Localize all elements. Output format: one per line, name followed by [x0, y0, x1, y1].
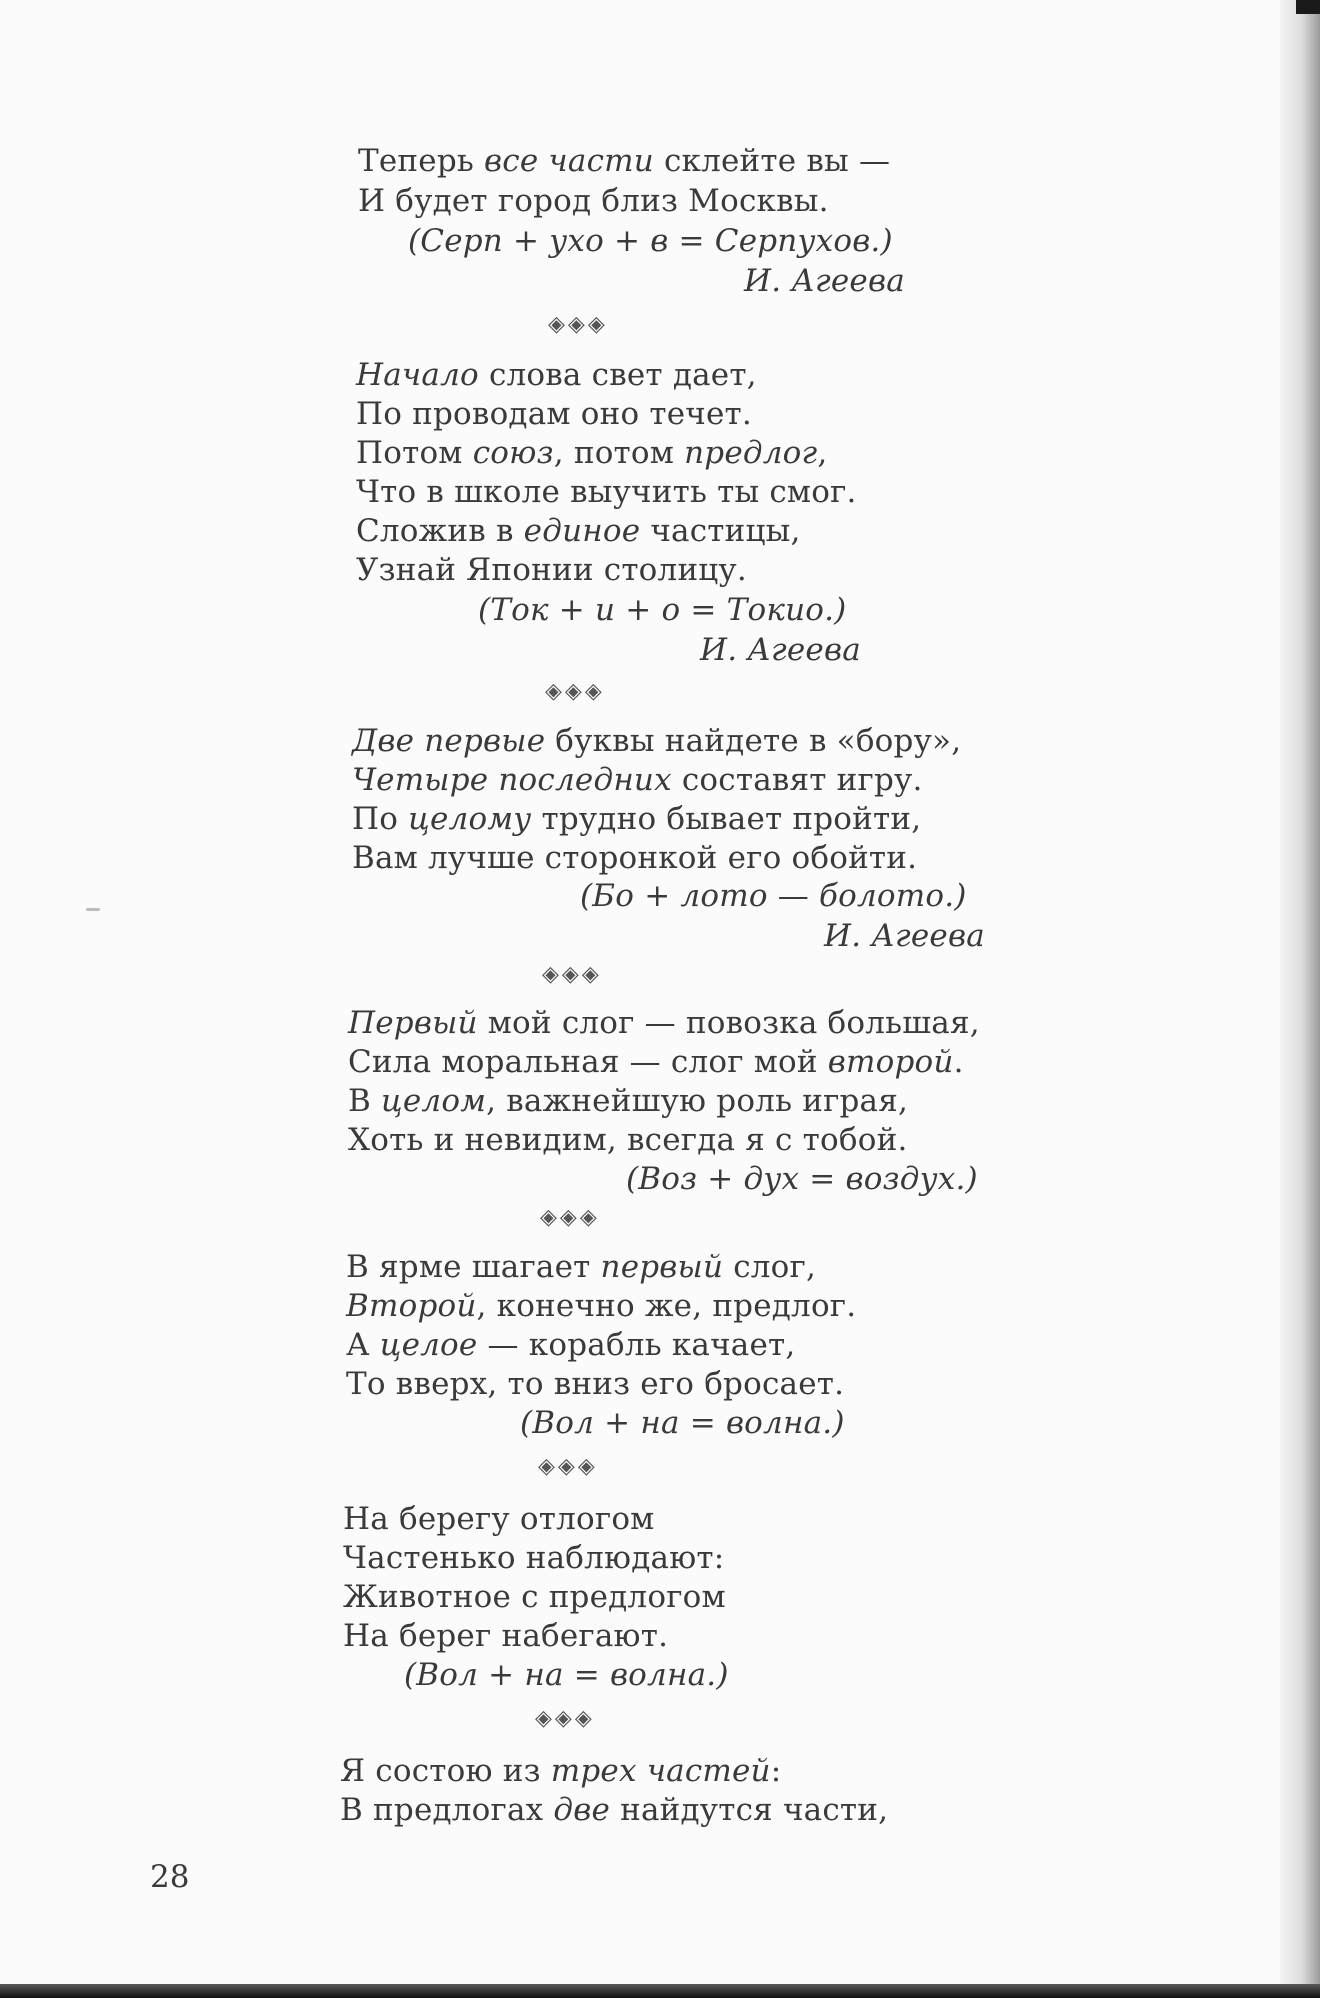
text-run: — корабль качает,: [477, 1327, 796, 1363]
italic-run: целому: [408, 801, 532, 837]
section-separator: ◈◈◈: [535, 1706, 595, 1731]
text-run: ,: [817, 435, 828, 471]
text-run: слова свет дает,: [478, 357, 757, 393]
text-run: составят игру.: [671, 762, 923, 798]
text-run: Частенько наблюдают:: [343, 1540, 725, 1576]
riddle-answer: [404, 1656, 729, 1694]
text-run: В: [348, 1083, 382, 1119]
section-separator: ◈◈◈: [538, 1454, 598, 1479]
poem-line: [352, 800, 921, 838]
poem-line: [352, 839, 917, 877]
text-run: И будет город близ Москвы.: [358, 183, 829, 219]
poem-line: [358, 182, 829, 220]
italic-run: единое: [523, 513, 641, 549]
italic-run: (Ток + и + о = Токио.): [478, 592, 847, 628]
page-number: 28: [150, 1859, 190, 1895]
text-run: частицы,: [640, 513, 801, 549]
text-run: слог,: [723, 1249, 817, 1285]
text-run: .: [953, 1044, 964, 1080]
text-run: мой слог — повозка большая,: [477, 1005, 980, 1041]
poem-line: [356, 473, 857, 511]
poem-line: [356, 512, 801, 550]
riddle-author: [824, 917, 985, 955]
riddle-author: [700, 631, 861, 669]
text-run: , потом: [553, 435, 685, 471]
poem-line: [352, 761, 923, 799]
italic-run: Четыре последних: [352, 762, 672, 798]
italic-run: (Вол + на = волна.): [520, 1405, 845, 1441]
text-run: Я состою из: [340, 1753, 551, 1789]
riddle-answer: [580, 877, 967, 915]
poem-line: [343, 1500, 655, 1538]
page-bottom-edge-shadow: [0, 1984, 1320, 1998]
italic-run: Две первые: [352, 723, 546, 759]
poem-line: [346, 1248, 816, 1286]
poem-line: [340, 1791, 888, 1829]
text-run: буквы найдете в «бору»,: [545, 723, 962, 759]
text-run: , важнейшую роль играя,: [486, 1083, 909, 1119]
poem-line: [348, 1121, 908, 1159]
poem-line: [348, 1043, 964, 1081]
text-run: По: [352, 801, 409, 837]
text-run: А: [346, 1327, 380, 1363]
text-run: Животное с предлогом: [343, 1579, 726, 1615]
poem-line: [356, 356, 757, 394]
italic-run: целом: [381, 1083, 487, 1119]
italic-run: Второй: [346, 1288, 477, 1324]
italic-run: (Бо + лото — болото.): [580, 878, 967, 914]
poem-line: [348, 1082, 908, 1120]
text-run: По проводам оно течет.: [356, 396, 752, 432]
text-run: Что в школе выучить ты смог.: [356, 474, 857, 510]
italic-run: (Серп + ухо + в = Серпухов.): [408, 223, 893, 259]
poem-line: [356, 434, 827, 472]
page-right-edge-shadow: [1280, 0, 1320, 1998]
text-run: Потом: [356, 435, 473, 471]
italic-run: трех частей: [550, 1753, 771, 1789]
section-separator: ◈◈◈: [540, 1205, 600, 1230]
italic-run: целое: [379, 1327, 478, 1363]
poem-line: [356, 395, 752, 433]
text-run: Узнай Японии столицу.: [356, 552, 747, 588]
text-run: трудно бывает пройти,: [531, 801, 922, 837]
poem-line: [343, 1578, 726, 1616]
poem-line: [352, 722, 961, 760]
italic-run: Первый: [348, 1005, 478, 1041]
poem-line: [346, 1365, 844, 1403]
text-run: Сложив в: [356, 513, 524, 549]
italic-run: первый: [600, 1249, 724, 1285]
italic-run: все части: [484, 143, 654, 179]
section-separator: ◈◈◈: [545, 679, 605, 704]
poem-line: [356, 551, 747, 589]
riddle-author: [744, 262, 905, 300]
text-run: На берег набегают.: [343, 1618, 669, 1654]
text-run: На берегу отлогом: [343, 1501, 655, 1537]
text-run: найдутся части,: [610, 1792, 889, 1828]
poem-line: [343, 1539, 724, 1577]
italic-run: И. Агеева: [700, 632, 861, 668]
text-run: Сила моральная — слог мой: [348, 1044, 828, 1080]
italic-run: две: [553, 1792, 611, 1828]
section-separator: ◈◈◈: [542, 962, 602, 987]
text-run: склейте вы —: [653, 143, 891, 179]
poem-line: [343, 1617, 668, 1655]
poem-line: [340, 1752, 781, 1790]
text-run: Теперь: [358, 143, 485, 179]
italic-run: И. Агеева: [744, 263, 905, 299]
italic-run: (Воз + дух = воздух.): [626, 1161, 978, 1197]
italic-run: союз: [472, 435, 554, 471]
text-run: Вам лучше сторонкой его обойти.: [352, 840, 918, 876]
italic-run: предлог: [684, 435, 818, 471]
scan-smudge: [86, 908, 100, 911]
text-run: Хоть и невидим, всегда я с тобой.: [348, 1122, 908, 1158]
riddle-answer: [626, 1160, 978, 1198]
poem-line: [358, 142, 890, 180]
poem-line: [346, 1287, 856, 1325]
text-run: В предлогах: [340, 1792, 554, 1828]
italic-run: И. Агеева: [824, 918, 985, 954]
riddle-answer: [478, 591, 846, 629]
section-separator: ◈◈◈: [548, 312, 608, 337]
poem-line: [348, 1004, 980, 1042]
riddle-answer: [520, 1404, 845, 1442]
text-run: То вверх, то вниз его бросает.: [346, 1366, 845, 1402]
text-run: В ярме шагает: [346, 1249, 601, 1285]
italic-run: Начало: [356, 357, 479, 393]
text-run: , конечно же, предлог.: [476, 1288, 857, 1324]
page-top-corner: [1296, 0, 1320, 14]
italic-run: второй: [827, 1044, 954, 1080]
poem-line: [346, 1326, 795, 1364]
text-run: :: [770, 1753, 782, 1789]
italic-run: (Вол + на = волна.): [404, 1657, 729, 1693]
riddle-answer: [408, 222, 893, 260]
